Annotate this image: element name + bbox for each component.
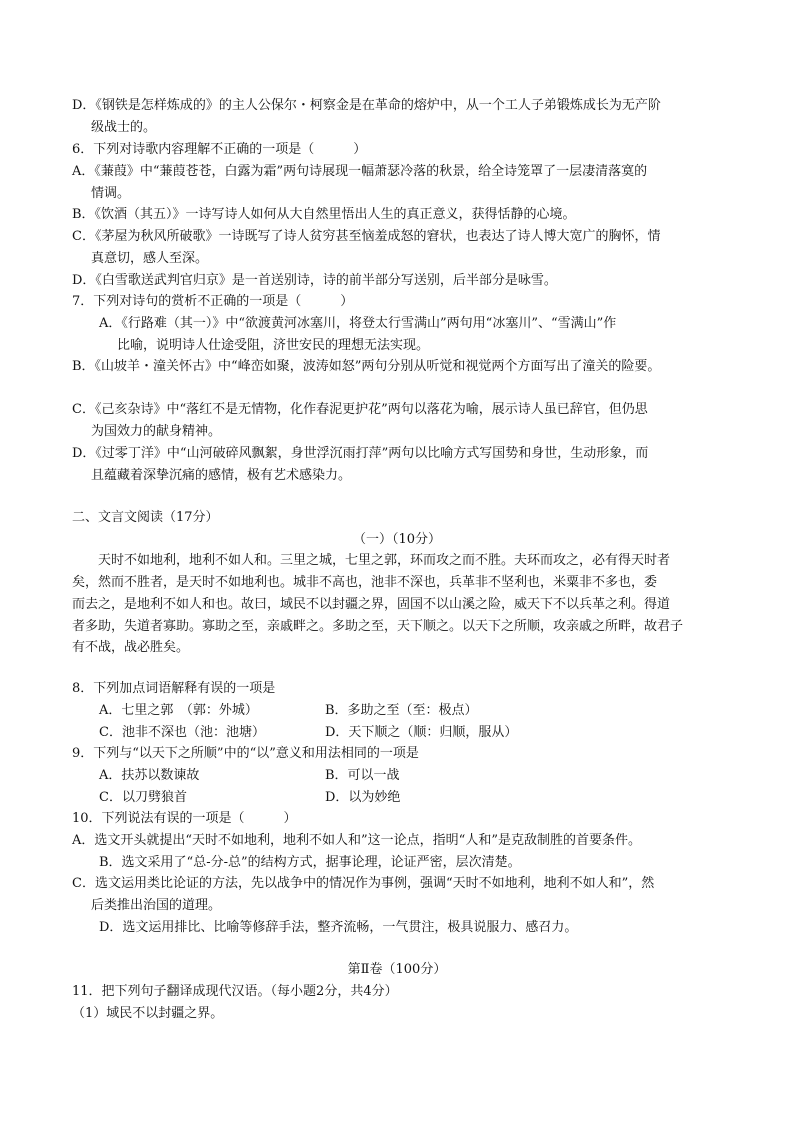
q7-stem: 7．下列对诗句的赏析不正确的一项是（ ） [72,294,354,309]
q7-option-c-line1: C．《己亥杂诗》中“落红不是无情物，化作春泥更护花”两句以落花为喻，展示诗人虽已辞官，但仍思 [72,402,648,417]
q11-stem: 11．把下列句子翻译成现代汉语。（每小题2分，共4分） [72,984,398,999]
q6-option-a-line2: 情调。 [91,186,131,201]
q7-option-a-line1: A．《行路难（其一）》中“欲渡黄河冰塞川，将登太行雪满山”两句用“冰塞川”、“雪满山”作 [99,316,617,331]
q8-stem: 8．下列加点词语解释有误的一项是 [72,681,276,696]
q9-option-d: D．以为妙绝 [325,790,401,805]
q10-stem: 10．下列说法有误的一项是（ ） [72,811,297,826]
q10-option-a: A．选文开头就提出“天时不如地利，地利不如人和”这一论点，指明“人和”是克敌制胜的首要条件。 [72,833,641,848]
q8-option-c: C．池非不深也（池：池塘） [99,725,265,740]
q6-stem: 6．下列对诗歌内容理解不正确的一项是（ ） [72,142,367,157]
q5-option-d-line1: D．《钢铁是怎样炼成的》的主人公保尔・柯察金是在革命的熔炉中，从一个工人子弟锻炼成长为无产阶 [72,98,661,113]
passage-line2: 矣，然而不胜者，是天时不如地利也。城非不高也，池非不深也，兵革非不坚利也，米粟非不多也，委 [72,575,658,590]
q9-stem: 9．下列与“以天下之所顺”中的“以”意义和用法相同的一项是 [72,746,419,761]
q7-option-b: B．《山坡羊・潼关怀古》中“峰峦如聚，波涛如怒”两句分别从听觉和视觉两个方面写出了潼关的险要。 [72,359,661,374]
q8-option-a: A．七里之郭 （郭：外城） [99,703,258,718]
q6-option-a-line1: A．《蒹葭》中“蒹葭苍苍，白露为霜”两句诗展现一幅萧瑟冷落的秋景，给全诗笼罩了一层凄清落寞的 [72,164,648,179]
q7-option-d-line1: D．《过零丁洋》中“山河破碎风飘絮，身世浮沉雨打萍”两句以比喻方式写国势和身世，生动形象，而 [72,446,649,461]
q6-option-b: B．《饮酒（其五）》一诗写诗人如何从大自然里悟出人生的真正意义，获得恬静的心境。 [72,207,576,222]
q9-option-a: A．扶苏以数谏故 [99,768,200,783]
q6-option-c-line1: C．《茅屋为秋风所破歌》一诗既写了诗人贫穷甚至恼羞成怒的窘状，也表达了诗人博大宽广的胸怀，情 [72,229,661,244]
q6-option-c-line2: 真意切，感人至深。 [91,251,209,266]
q9-option-c: C．以刀劈狼首 [99,790,187,805]
q8-option-d: D．天下顺之（顺：归顺，服从） [325,725,518,740]
q11-item-1: （1）域民不以封疆之界。 [72,1006,224,1021]
q8-option-b: B．多助之至（至：极点） [325,703,478,718]
passage-line4: 者多助，失道者寡助。寡助之至，亲戚畔之。多助之至，天下顺之。以天下之所顺，攻亲戚之所畔，故君子 [72,619,684,634]
q7-option-c-line2: 为国效力的献身精神。 [91,424,222,439]
part-two-heading: 第Ⅱ卷（100分） [347,962,447,977]
q6-option-d: D．《白雪歌送武判官归京》是一首送别诗，诗的前半部分写送别，后半部分是咏雪。 [72,273,557,288]
passage-line1: 天时不如地利，地利不如人和。三里之城，七里之郭，环而攻之而不胜。夫环而攻之，必有得天时者 [98,553,671,568]
q10-option-d: D．选文运用排比、比喻等修辞手法，整齐流畅，一气贯注，极具说服力、感召力。 [99,920,578,935]
q10-option-c-line1: C．选文运用类比论证的方法，先以战争中的情况作为事例，强调“天时不如地利，地利不如人和”，然 [72,876,655,891]
q7-option-d-line2: 且蕴藏着深挚沉痛的感情，极有艺术感染力。 [91,468,352,483]
q9-option-b: B．可以一战 [325,768,400,783]
passage-line5: 有不战，战必胜矣。 [72,640,190,655]
q7-option-a-line2: 比喻，说明诗人仕途受阻，济世安民的理想无法实现。 [117,338,430,353]
passage-subheading: （一）（10分） [352,532,442,547]
q10-option-c-line2: 后类推出治国的道理。 [91,898,222,913]
passage-line3: 而去之，是地利不如人和也。故曰，域民不以封疆之界，固国不以山溪之险，威天下不以兵革之利。得道 [72,597,671,612]
q5-option-d-line2: 级战士的。 [91,120,157,135]
q10-option-b: B．选文采用了“总-分-总”的结构方式，据事论理，论证严密，层次清楚。 [99,855,521,870]
section-heading: 二、文言文阅读（17分） [72,510,219,525]
